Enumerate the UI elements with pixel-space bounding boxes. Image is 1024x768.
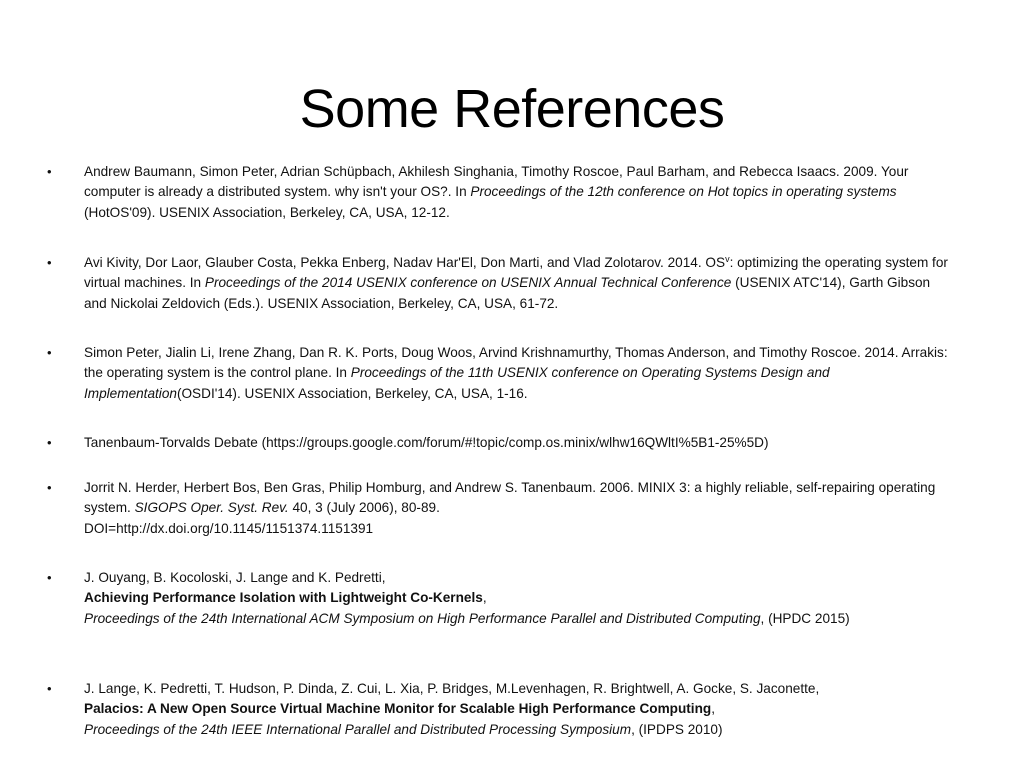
reference-details: (HotOS'09). USENIX Association, Berkeley, CA, USA, 12-12. (84, 204, 450, 220)
slide-title: Some References (299, 79, 725, 140)
reference-venue: Proceedings of the 24th International ACM Symposium on High Performance Parallel and Distributed Computing (84, 610, 761, 626)
reference-authors: J. Lange, K. Pedretti, T. Hudson, P. Dinda, Z. Cui, L. Xia, P. Bridges, M.Levenhagen, R. Brightwell, A. Gocke, S. Jaconette, (84, 681, 820, 696)
reference-item-peter (47, 343, 950, 404)
reference-text: Jorrit N. Herder, Herbert Bos, Ben Gras, Philip Homburg, and Andrew S. Tanenbaum. 2006. MINIX 3: a highly reliable, self-repairing operating system. (84, 480, 936, 516)
bullet-icon: • (47, 681, 52, 696)
reference-item-ouyang (47, 568, 950, 629)
bullet-icon: • (47, 480, 52, 495)
reference-details: (USENIX ATC'14), Garth Gibson and Nickolai Zeldovich (Eds.). USENIX Association, Berkeley, CA, USA, 61-72. (84, 275, 931, 311)
reference-item-herder (47, 478, 950, 539)
bullet-icon: • (47, 435, 52, 450)
reference-venue: Proceedings of the 12th conference on Hot topics in operating systems (470, 184, 897, 200)
reference-venue: SIGOPS Oper. Syst. Rev. (134, 500, 289, 516)
reference-item-tanenbaum-torvalds (47, 433, 950, 453)
reference-venue: Proceedings of the 11th USENIX conference on Operating Systems Design and Implementation (84, 365, 830, 401)
bullet-icon: • (47, 255, 52, 270)
reference-text-continued: : optimizing the operating system for virtual machines. In (84, 255, 948, 291)
reference-text: Andrew Baumann, Simon Peter, Adrian Schüpbach, Akhilesh Singhania, Timothy Roscoe, Paul Barham, and Rebecca Isaacs. 2009. Your computer is already a distributed system. why isn't your OS?. In (84, 164, 909, 200)
reference-title: Palacios: A New Open Source Virtual Machine Monitor for Scalable High Performance Computing (84, 701, 712, 717)
reference-text: Simon Peter, Jialin Li, Irene Zhang, Dan R. K. Ports, Doug Woos, Arvind Krishnamurthy, Thomas Anderson, and Timothy Roscoe. 2014. Arrakis: the operating system is the control plane. In (84, 345, 948, 381)
reference-doi: DOI=http://dx.doi.org/10.1145/1151374.1151391 (84, 520, 374, 536)
reference-title-line (84, 699, 950, 719)
reference-details: 40, 3 (July 2006), 80-89. (288, 500, 440, 516)
reference-text: Avi Kivity, Dor Laor, Glauber Costa, Pekka Enberg, Nadav Har'El, Don Marti, and Vlad Zolotarov. 2014. OS (84, 255, 726, 270)
reference-superscript: v (725, 254, 730, 264)
reference-venue-line (84, 720, 950, 740)
reference-item-baumann (47, 162, 950, 223)
reference-venue: Proceedings of the 24th IEEE International Parallel and Distributed Processing Symposium (84, 721, 632, 737)
reference-venue-suffix: , (HPDC 2015) (760, 610, 850, 626)
reference-venue-suffix: , (IPDPS 2010) (631, 721, 723, 737)
reference-title: Achieving Performance Isolation with Lightweight Co-Kernels (84, 590, 483, 606)
reference-title-suffix: , (711, 701, 715, 717)
reference-item-kivity (47, 253, 950, 314)
reference-venue: Proceedings of the 2014 USENIX conference on USENIX Annual Technical Conference (204, 275, 732, 291)
bullet-icon: • (47, 164, 52, 179)
reference-text: Tanenbaum-Torvalds Debate (https://groups.google.com/forum/#!topic/comp.os.minix/wlhw16QWltI%5B1-25%5D) (84, 435, 769, 450)
bullet-icon: • (47, 570, 52, 585)
bullet-icon: • (47, 345, 52, 360)
reference-title-line (84, 588, 950, 608)
reference-authors: J. Ouyang, B. Kocoloski, J. Lange and K. Pedretti, (84, 570, 386, 585)
reference-item-lange (47, 679, 950, 740)
reference-details: (OSDI'14). USENIX Association, Berkeley, CA, USA, 1-16. (176, 385, 528, 401)
reference-title-suffix: , (482, 590, 487, 606)
reference-venue-line (84, 609, 950, 629)
